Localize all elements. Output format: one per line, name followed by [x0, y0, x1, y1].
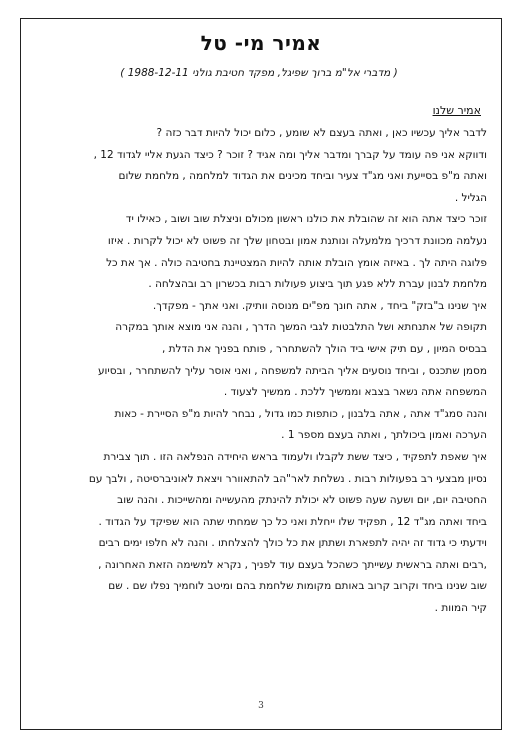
body-line: שוב שנינו ביחד וקרוב קרוב באותם מקומות שלחמת בהם ומיטב לוחמיך נפלו שם . שם — [108, 580, 487, 593]
body-line: ,רבים ואתה בראשית עשייתך כשהכל בעצם עוד לפניך , נקרא למשימה הזאת האחרונה , — [98, 558, 487, 571]
attribution-subtitle: ( מדברי אל"מ ברוך שפיגל, מפקד חטיבת גולני 1988-12-11 ) — [120, 67, 398, 79]
body-line: מסמן שתכנס , וביחד נוסעים אליך הביתה למשפחה , ואני אוסר עליך להשתחרר , ובסיוע — [97, 364, 487, 377]
body-line: החטיבה יום, יום ושעה שעה פשוט לא יכולת להינתק מהעשייה ומהשייכות . והנה שוב — [117, 494, 487, 507]
body-line: פלוגה היתה לך . באיזה אומץ הובלת אותה להיות המצטיינת בחטיבה כולה . אך את כל — [106, 256, 487, 269]
body-line: והנה סמג"ד אתה , אתה בלבנון , כותפות כמו גדול , נבחר להיות מ"פ הסיירת - כאות — [114, 407, 487, 420]
body-line: זוכר כיצד אתה הוא זה שהובלת את כולנו ראשון מכולם וניצלת שוב ושוב , כאילו יד — [125, 213, 487, 226]
body-line: ביחד ואתה מג"ד 12 , תפקיד שלו ייחלת ואני כל כך שמחתי שתה הוא שפיקד על הגדוד . — [98, 515, 487, 528]
page-number: 3 — [258, 701, 264, 711]
letter-body — [29, 123, 487, 620]
body-line: לדבר אליך עכשיו כאן , ואתה בעצם לא שומע , כלום יכול להיות דבר כזה ? — [156, 127, 487, 139]
body-line: תקופה של אתנחתא ושל התלבטות לגבי המשך הדרך , והנה אני מוצא אותך במקרה — [115, 321, 487, 334]
page-title: אמיר מי- טל — [200, 31, 322, 55]
body-line: איך שאפת לתפקיד , כיצד ששת לקבלו ולעמוד בראש היחידה הנפלאה הזו . תוך צבירת — [103, 450, 487, 463]
body-line: איך שנינו ב"בזק" ביחד , אתה חונך מפ"ים מנוסה וותיק. ואני אתך - מפקדך. — [152, 299, 487, 312]
body-line: בבסיס המיון , עם תיק אישי ביד הולך להשתחרר , פותח בפניך את הדלת , — [161, 342, 487, 355]
body-line: הערכה ואמון ביכולתך , ואתה בעצם מספר 1 . — [281, 429, 487, 442]
body-line: וידעתי כי גדוד זה יהיה לתפארת ושתתן את כל כולך להצלחתו . והנה לא חלפו ימים רבים — [98, 537, 487, 550]
body-line: קיר המוות . — [434, 602, 487, 615]
body-line: המשפחה אתה נשאר בצבא וממשיך ללכת . ממשיך לצעוד . — [223, 386, 487, 399]
body-line: הגליל . — [454, 191, 487, 204]
body-line: נסיון מבצעי רב בפעולות רבות . נשלחת לאר"הב להתאוורר ויצאת לאוניברסיטה , ולבך עם — [88, 472, 487, 485]
body-line: ואתה מ"פ בסייעת ואני מג"ד צעיר וביחד מכינים את הגדוד למלחמה , מלחמת שלום — [118, 170, 487, 183]
body-line: מלחמת לבנון עברת ללא פגע תוך ביצוע פעולות רבות בכשרון רב ובהצלחה . — [148, 278, 487, 291]
body-line: נעלמה מכוונת דרכיך מלמעלה ונותנת אמון ובטחון שלך זה פשוט לא יכול לקרות . איזו — [107, 234, 487, 247]
body-line: ודווקא אני פה עומד על קברך ומדבר אליך ומה אגיד ? זוכר ? כיצד הגעת אליי לגדוד 12 , — [93, 148, 487, 161]
document-frame — [20, 18, 502, 730]
salutation: אמיר שלנו — [432, 104, 481, 117]
